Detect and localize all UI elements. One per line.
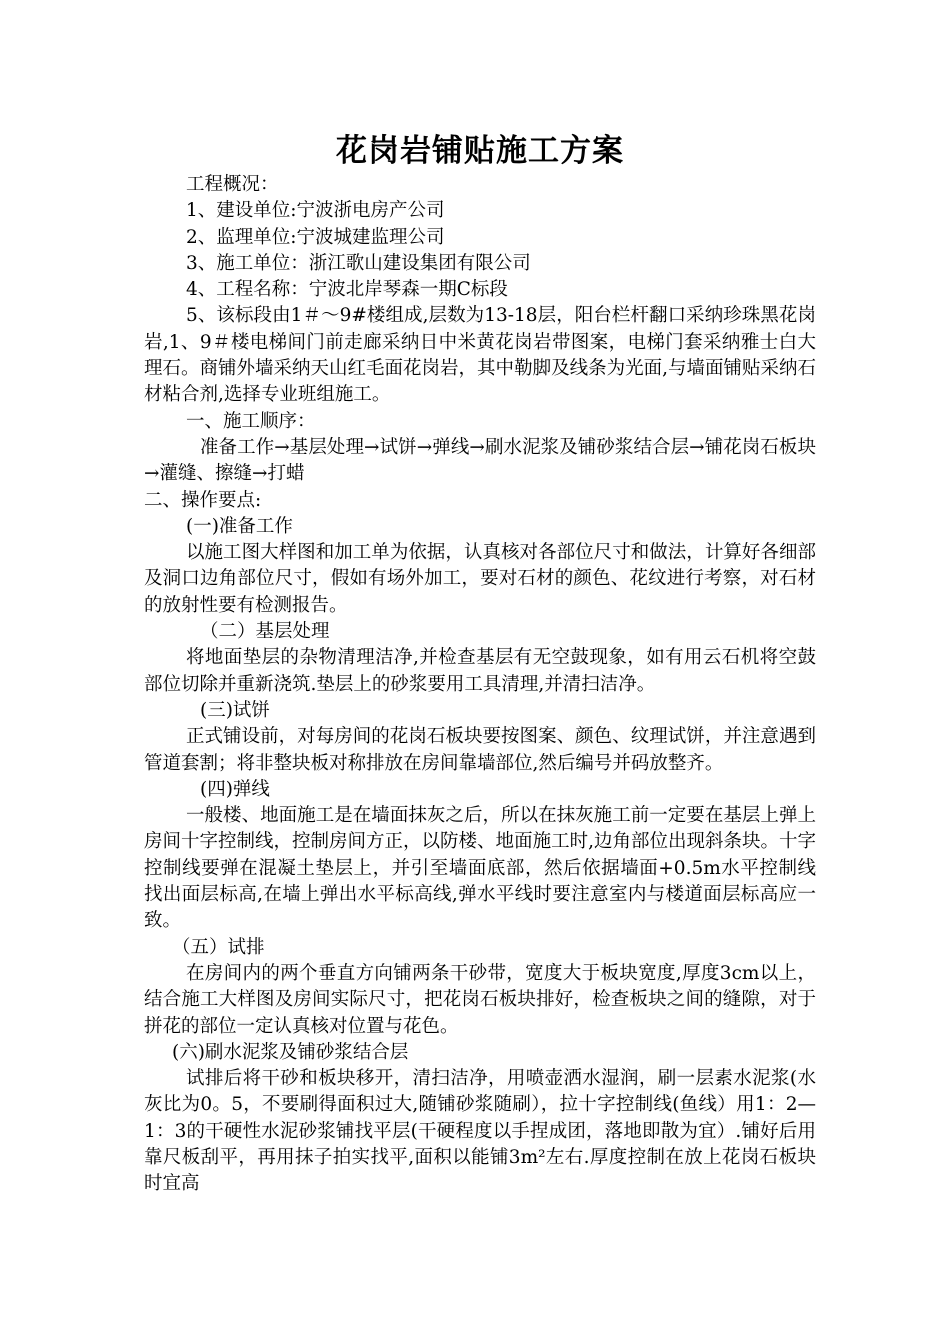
section-text: 正式铺设前，对每房间的花岗石板块要按图案、颜色、纹理试饼，并注意遇到管道套割；将非整块板对称排放在房间靠墙部位,然后编号并码放整齐。: [144, 726, 816, 774]
overview-item: 3、施工单位：浙江歌山建设集团有限公司: [186, 252, 531, 274]
operations-heading: 二、操作要点:: [144, 489, 262, 511]
overview-item: 2、监理单位:宁波城建监理公司: [186, 226, 445, 248]
section-heading: （五）试排: [172, 936, 265, 958]
section-text: 将地面垫层的杂物清理洁净,并检查基层有无空鼓现象，如有用云石机将空鼓部位切除并重新浇筑.垫层上的砂浆要用工具清理,并清扫洁净。: [144, 647, 816, 695]
section-text: 以施工图大样图和加工单为依据，认真核对各部位尺寸和做法，计算好各细部及洞口边角部位尺寸，假如有场外加工，要对石材的颜色、花纹进行考察，对石材的放射性要有检测报告。: [144, 542, 816, 616]
section-heading: （二）基层处理: [200, 621, 330, 643]
overview-heading: 工程概况：: [186, 174, 279, 195]
overview-item: 1、建设单位:宁波浙电房产公司: [186, 200, 445, 222]
section-heading: (一)准备工作: [186, 515, 293, 537]
section-heading: (三)试饼: [200, 699, 270, 721]
sequence-heading: 一、施工顺序：: [186, 410, 316, 432]
document-title: 花岗岩铺贴施工方案: [336, 133, 624, 169]
overview-item: 4、工程名称：宁波北岸琴森一期C标段: [186, 279, 508, 301]
section-heading: (四)弹线: [200, 778, 270, 800]
section-text: 一般楼、地面施工是在墙面抹灰之后，所以在抹灰施工前一定要在基层上弹上房间十字控制线，控制房间方正，以防楼、地面施工时,边角部位出现斜条块。十字控制线要弹在混凝土垫层上，并引至墙面底部，然后依据墙面+0.5m水平控制线找出面层标高,在墙上弹出水平标高线,弹水平线时要注意室内与楼道面层标高应一致。: [144, 805, 816, 932]
sequence-text: 准备工作→基层处理→试饼→弹线→刷水泥浆及铺砂浆结合层→铺花岗石板块→灌缝、擦缝→打蜡: [144, 436, 816, 485]
section-text: 试排后将干砂和板块移开，清扫洁净，用喷壶洒水湿润，刷一层素水泥浆(水灰比为0。5，不要刷得面积过大,随铺砂浆随刷），拉十字控制线(鱼线）用1：2—1：3的干硬性水泥砂浆铺找平层(干硬程度以手捏成团，落地即散为宜）.铺好后用靠尺板刮平，再用抹子拍实找平,面积以能铺3m²左右.厚度控制在放上花岗石板块时宜高: [144, 1068, 816, 1195]
document-body: [144, 172, 816, 1198]
section-text: 在房间内的两个垂直方向铺两条干砂带，宽度大于板块宽度,厚度3cm以上，结合施工大样图及房间实际尺寸，把花岗石板块排好，检查板块之间的缝隙，对于拼花的部位一定认真核对位置与花色。: [144, 962, 816, 1037]
section-heading: (六)刷水泥浆及铺砂浆结合层: [172, 1041, 409, 1063]
overview-item: 5、该标段由1＃～9#楼组成,层数为13-18层，阳台栏杆翻口采纳珍珠黑花岗岩,1、9＃楼电梯间门前走廊采纳日中米黄花岗岩带图案，电梯门套采纳雅士白大理石。商铺外墙采纳天山红毛面花岗岩，其中勒脚及线条为光面,与墙面铺贴采纳石材粘合剂,选择专业班组施工。: [144, 305, 816, 406]
